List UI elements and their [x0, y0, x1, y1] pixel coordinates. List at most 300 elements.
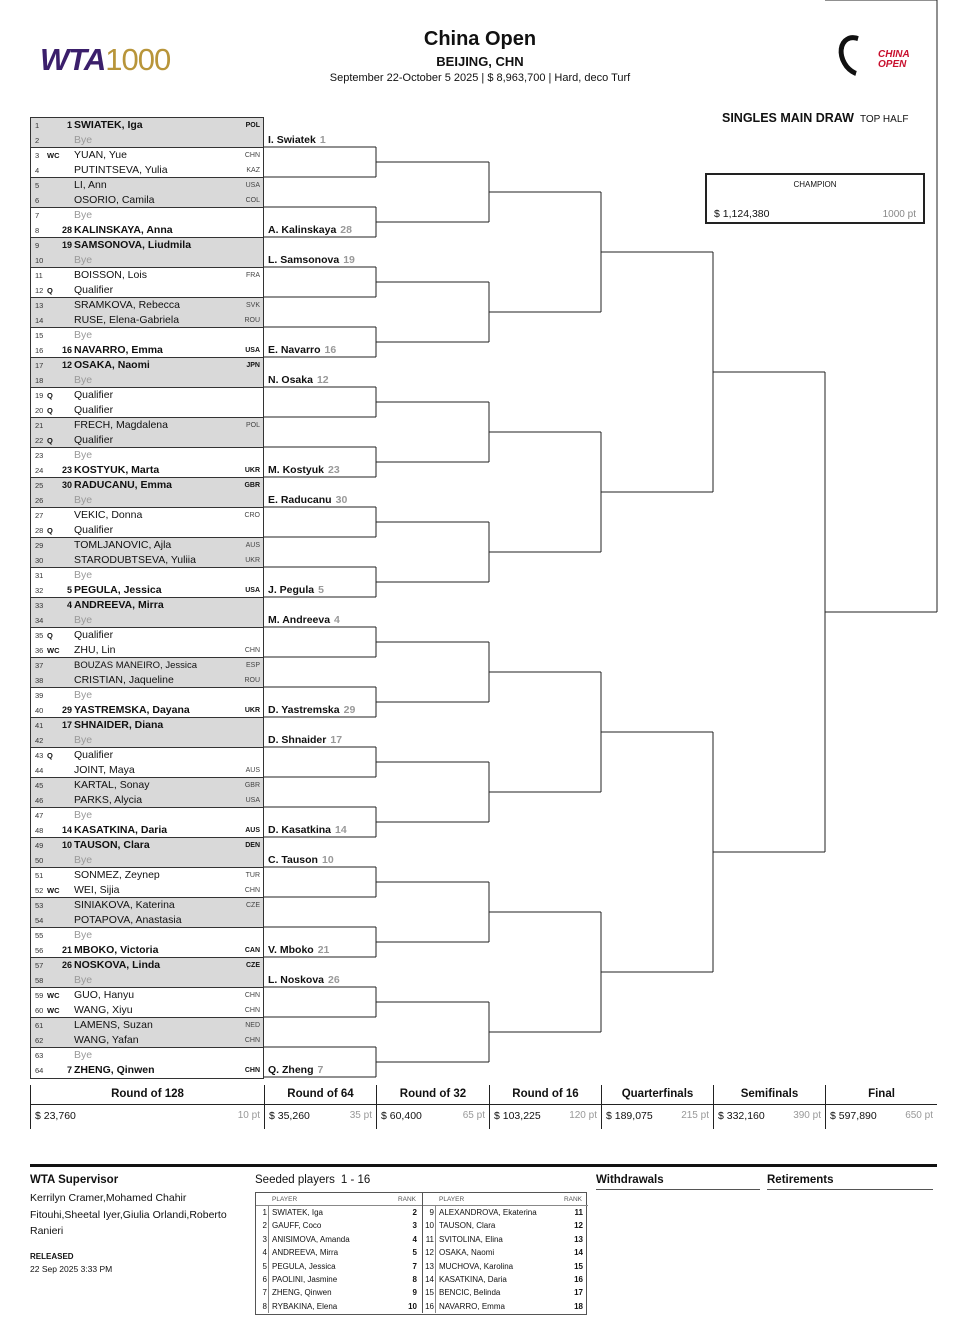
player-name: YASTREMSKA, Dayana [74, 704, 190, 716]
player-name: Bye [74, 974, 93, 986]
player-nationality: AUS [245, 542, 260, 549]
player-seed: 7 [66, 1065, 72, 1075]
seeded-player-rank: 3 [412, 1221, 417, 1231]
round-name: Final [868, 1088, 895, 1100]
seed-number: 7 [262, 1288, 267, 1298]
winner-name: M. Andreeva [268, 614, 331, 626]
player-name: ZHENG, Qinwen [74, 1064, 155, 1076]
seed-number: 12 [425, 1248, 434, 1258]
rounds-prize-table [30, 1085, 938, 1129]
round-of-128-player-list [30, 117, 264, 1079]
draw-position: 62 [35, 1036, 44, 1045]
seeded-row [423, 1273, 588, 1286]
winner-seed: 16 [324, 344, 337, 356]
seed-number: 8 [262, 1301, 267, 1311]
draw-position: 18 [35, 376, 44, 385]
draw-position: 11 [35, 271, 43, 280]
player-nationality: SVK [245, 302, 260, 309]
player-seed: 21 [61, 945, 72, 955]
champion-label: CHAMPION [793, 180, 837, 189]
draw-position: 35 [35, 631, 44, 640]
round-of-64-winner [268, 584, 324, 596]
seeded-player-name: NAVARRO, Emma [439, 1301, 505, 1311]
seed-number: 11 [425, 1234, 434, 1244]
player-row [31, 1048, 263, 1063]
draw-pair [31, 748, 263, 778]
player-row [31, 313, 263, 328]
col-player: PLAYER [272, 1196, 298, 1203]
seeded-player-name: PAOLINI, Jasmine [272, 1274, 338, 1284]
player-row [31, 523, 263, 538]
seeded-player-name: SVITOLINA, Elina [439, 1234, 503, 1244]
round-of-64-winner [268, 974, 340, 986]
draw-position: 15 [35, 331, 44, 340]
draw-position: 49 [35, 841, 44, 850]
round-of-64-winner [268, 854, 334, 866]
player-name: BOISSON, Lois [74, 269, 147, 281]
player-row [31, 1063, 263, 1078]
entry-status: Q [47, 286, 53, 295]
player-row [31, 613, 263, 628]
draw-position: 50 [35, 856, 44, 865]
player-row [31, 373, 263, 388]
draw-position: 45 [35, 781, 44, 790]
draw-pair [31, 1048, 263, 1078]
draw-pair [31, 478, 263, 508]
draw-position: 60 [35, 1006, 44, 1015]
seed-number: 10 [425, 1221, 434, 1231]
draw-pair [31, 868, 263, 898]
draw-position: 41 [35, 721, 44, 730]
winner-seed: 12 [316, 374, 329, 386]
draw-pair [31, 508, 263, 538]
draw-position: 61 [35, 1021, 44, 1030]
seeded-player-name: PEGULA, Jessica [272, 1261, 336, 1271]
seed-separator [435, 1246, 436, 1259]
supervisor-section [30, 1174, 240, 1274]
player-row [31, 283, 263, 298]
draw-pair [31, 298, 263, 328]
entry-status: WC [47, 646, 60, 655]
draw-pair [31, 358, 263, 388]
draw-position: 20 [35, 406, 44, 415]
player-row [31, 583, 263, 598]
round-column [376, 1085, 489, 1129]
player-name: Bye [74, 689, 93, 701]
retirements-line [767, 1189, 933, 1190]
entry-status: WC [47, 1006, 60, 1015]
player-row [31, 178, 263, 193]
seeded-player-rank: 11 [574, 1208, 583, 1217]
seeded-row [423, 1286, 588, 1299]
player-name: OSORIO, Camila [74, 194, 155, 206]
seeded-row [256, 1273, 422, 1286]
seeded-row [256, 1206, 422, 1219]
round-column [30, 1085, 264, 1129]
player-name: YUAN, Yue [74, 149, 127, 161]
player-row [31, 688, 263, 703]
draw-pair [31, 448, 263, 478]
winner-seed: 5 [318, 584, 324, 596]
player-name: Bye [74, 374, 93, 386]
player-row [31, 448, 263, 463]
player-row [31, 973, 263, 988]
round-divider [31, 1104, 264, 1105]
player-name: Bye [74, 809, 93, 821]
bottom-divider [30, 1164, 937, 1167]
player-row [31, 703, 263, 718]
player-name: KASATKINA, Daria [74, 824, 168, 836]
round-points: 120 pt [569, 1110, 597, 1121]
wta-logo-tier: 1000 [105, 42, 171, 77]
seeded-player-name: ZHENG, Qinwen [272, 1288, 332, 1298]
player-nationality: USA [245, 347, 260, 354]
champion-prize: $ 1,124,380 [714, 208, 770, 220]
seed-number: 6 [262, 1274, 267, 1284]
draw-position: 43 [35, 751, 44, 760]
col-rank: RANK [397, 1196, 416, 1203]
tournament-details: September 22-October 5 2025 | $ 8,963,700 | Hard, deco Turf [329, 72, 631, 84]
entry-status: Q [47, 631, 53, 640]
round-of-64-winner [268, 944, 329, 956]
draw-pair [31, 268, 263, 298]
seeded-title [255, 1174, 370, 1186]
player-nationality: CHN [244, 1007, 260, 1014]
col-rank: RANK [563, 1196, 582, 1203]
seeded-player-name: ANDREEVA, Mirra [272, 1248, 339, 1258]
draw-pair [31, 988, 263, 1018]
round-prize: $ 103,225 [494, 1110, 541, 1122]
draw-position: 46 [35, 796, 44, 805]
draw-position: 6 [35, 196, 40, 205]
seed-separator [268, 1260, 269, 1273]
player-name: FRECH, Magdalena [74, 419, 168, 431]
seeded-row [423, 1260, 588, 1273]
round-divider [377, 1104, 489, 1105]
player-name: TAUSON, Clara [74, 839, 150, 851]
draw-title: SINGLES MAIN DRAW [722, 111, 854, 125]
player-nationality: CAN [244, 947, 260, 954]
round-of-64-winner [268, 464, 340, 476]
draw-position: 27 [35, 511, 44, 520]
player-nationality: CHN [244, 1037, 260, 1044]
player-nationality: GBR [244, 482, 260, 489]
seeded-player-name: ALEXANDROVA, Ekaterina [439, 1208, 537, 1217]
seed-separator [435, 1260, 436, 1273]
player-row [31, 568, 263, 583]
player-name: Qualifier [74, 404, 114, 416]
player-row [31, 628, 263, 643]
round-name: Round of 16 [512, 1088, 579, 1100]
draw-pair [31, 718, 263, 748]
player-nationality: CHN [244, 1067, 260, 1074]
draw-pair [31, 688, 263, 718]
player-row [31, 778, 263, 793]
player-name: PARKS, Alycia [74, 794, 143, 806]
draw-position: 10 [35, 256, 44, 265]
player-nationality: CZE [246, 962, 260, 969]
china-open-logo [840, 34, 920, 82]
player-nationality: ESP [245, 662, 260, 669]
player-row [31, 163, 263, 178]
player-row [31, 418, 263, 433]
player-seed: 16 [61, 345, 72, 355]
player-row [31, 793, 263, 808]
draw-position: 63 [35, 1051, 44, 1060]
winner-seed: 4 [334, 614, 340, 626]
player-row [31, 478, 263, 493]
player-name: NAVARRO, Emma [74, 344, 163, 356]
winner-name: L. Noskova [268, 974, 325, 986]
draw-position: 58 [35, 976, 44, 985]
draw-position: 7 [35, 211, 40, 220]
player-seed: 12 [61, 360, 72, 370]
player-row [31, 748, 263, 763]
player-name: BOUZAS MANEIRO, Jessica [74, 660, 197, 671]
winner-seed: 23 [328, 464, 340, 476]
seeded-player-rank: 2 [412, 1208, 417, 1217]
player-nationality: DEN [245, 842, 260, 849]
draw-pair [31, 388, 263, 418]
winner-seed: 30 [335, 494, 348, 506]
player-name: JOINT, Maya [74, 764, 135, 776]
round-of-64-winner [268, 344, 336, 356]
player-name: SRAMKOVA, Rebecca [74, 299, 181, 311]
seeded-player-rank: 8 [412, 1274, 417, 1284]
draw-position: 25 [35, 481, 44, 490]
seeded-row [256, 1286, 422, 1299]
player-name: OSAKA, Naomi [74, 359, 150, 371]
player-row [31, 943, 263, 958]
seeded-player-name: GAUFF, Coco [272, 1221, 322, 1231]
winner-seed: 19 [343, 254, 355, 266]
player-row [31, 208, 263, 223]
player-row [31, 358, 263, 373]
draw-pair [31, 658, 263, 688]
player-seed: 29 [61, 705, 72, 715]
entry-status: Q [47, 391, 53, 400]
seed-number: 15 [425, 1288, 434, 1298]
player-seed: 23 [61, 465, 72, 475]
seeded-player-rank: 18 [574, 1301, 583, 1311]
withdrawals-section [596, 1174, 760, 1190]
retirements-title: Retirements [767, 1174, 834, 1186]
player-row [31, 988, 263, 1003]
draw-position: 2 [35, 136, 40, 145]
player-name: Bye [74, 209, 93, 221]
seeded-row [256, 1246, 422, 1259]
draw-pair [31, 208, 263, 238]
player-row [31, 553, 263, 568]
player-row [31, 658, 263, 673]
player-nationality: CHN [244, 992, 260, 999]
player-nationality: POL [245, 122, 260, 129]
winner-seed: 1 [319, 134, 326, 146]
player-nationality: ROU [244, 317, 260, 324]
round-divider [602, 1104, 713, 1105]
winner-seed: 17 [330, 734, 343, 746]
seeded-table-half [256, 1193, 422, 1313]
round-name: Semifinals [740, 1088, 799, 1100]
winner-name: A. Kalinskaya [268, 224, 337, 236]
seeded-player-name: KASATKINA, Daria [439, 1274, 507, 1284]
seeded-player-rank: 5 [412, 1248, 417, 1258]
player-row [31, 673, 263, 688]
draw-pair [31, 538, 263, 568]
round-prize: $ 189,075 [606, 1110, 653, 1122]
player-row [31, 133, 263, 148]
draw-pair [31, 148, 263, 178]
draw-position: 24 [35, 466, 44, 475]
seeded-player-name: MUCHOVA, Karolina [439, 1261, 514, 1271]
seeded-player-rank: 14 [574, 1248, 583, 1258]
draw-position: 19 [35, 391, 44, 400]
draw-position: 12 [35, 286, 44, 295]
draw-label [722, 111, 909, 125]
draw-pair [31, 238, 263, 268]
draw-pair [31, 598, 263, 628]
entry-status: WC [47, 886, 60, 895]
round-points: 35 pt [349, 1110, 372, 1121]
player-nationality: POL [245, 422, 260, 429]
player-seed: 30 [61, 480, 72, 490]
player-row [31, 298, 263, 313]
draw-position: 53 [35, 901, 44, 910]
seeded-players-table [255, 1192, 587, 1315]
draw-position: 38 [35, 676, 44, 685]
player-row [31, 493, 263, 508]
round-divider [714, 1104, 825, 1105]
player-name: Qualifier [74, 524, 114, 536]
player-nationality: UKR [245, 557, 260, 564]
draw-pair [31, 178, 263, 208]
player-name: TOMLJANOVIC, Ajla [74, 539, 172, 551]
seed-number: 14 [425, 1274, 434, 1284]
seeded-player-name: SWIATEK, Iga [272, 1208, 323, 1217]
player-row [31, 343, 263, 358]
round-of-64-winner [268, 374, 329, 386]
player-row [31, 193, 263, 208]
player-row [31, 823, 263, 838]
draw-position: 44 [35, 766, 44, 775]
player-row [31, 1033, 263, 1048]
seeded-row [256, 1260, 422, 1273]
draw-position: 14 [35, 316, 44, 325]
champion-points: 1000 pt [882, 209, 916, 220]
player-nationality: AUS [245, 827, 260, 834]
player-row [31, 463, 263, 478]
player-seed: 17 [61, 720, 72, 730]
round-name: Round of 64 [287, 1088, 354, 1100]
player-name: Qualifier [74, 284, 114, 296]
draw-position: 36 [35, 646, 44, 655]
tournament-header [0, 28, 960, 84]
player-name: Bye [74, 449, 93, 461]
released-date: 22 Sep 2025 3:33 PM [30, 1263, 113, 1274]
draw-position: 32 [35, 586, 44, 595]
winner-name: Q. Zheng [268, 1064, 314, 1076]
player-row [31, 928, 263, 943]
player-nationality: CHN [244, 887, 260, 894]
player-nationality: USA [245, 587, 260, 594]
winner-seed: 14 [335, 824, 347, 836]
draw-position: 48 [35, 826, 44, 835]
draw-pair [31, 898, 263, 928]
seeded-title-text: Seeded players [255, 1174, 335, 1186]
draw-position: 51 [35, 871, 44, 880]
round-name: Quarterfinals [621, 1088, 694, 1100]
player-row [31, 868, 263, 883]
seeded-row [423, 1300, 588, 1313]
draw-position: 59 [35, 991, 44, 1000]
winner-name: D. Shnaider [268, 734, 327, 746]
player-row [31, 433, 263, 448]
player-row [31, 253, 263, 268]
seeded-player-name: OSAKA, Naomi [439, 1248, 495, 1258]
seed-separator [435, 1286, 436, 1299]
draw-pair [31, 568, 263, 598]
player-row [31, 733, 263, 748]
player-seed: 26 [61, 960, 72, 970]
seed-separator [435, 1206, 436, 1219]
round-prize: $ 35,260 [269, 1110, 310, 1122]
player-row [31, 268, 263, 283]
player-row [31, 538, 263, 553]
player-nationality: AUS [245, 767, 260, 774]
player-name: ZHU, Lin [74, 644, 116, 656]
player-name: SINIAKOVA, Katerina [74, 899, 175, 911]
draw-position: 1 [35, 121, 40, 130]
player-seed: 4 [66, 600, 72, 610]
winner-name: M. Kostyuk [268, 464, 325, 476]
player-nationality: USA [245, 797, 260, 804]
player-row [31, 328, 263, 343]
player-name: Bye [74, 734, 93, 746]
player-row [31, 883, 263, 898]
entry-status: Q [47, 436, 53, 445]
winner-seed: 28 [340, 224, 352, 236]
player-name: KALINSKAYA, Anna [74, 224, 173, 236]
player-name: MBOKO, Victoria [74, 944, 159, 956]
player-name: KARTAL, Sonay [74, 779, 150, 791]
round-prize: $ 23,760 [35, 1110, 76, 1122]
tournament-location: BEIJING, CHN [436, 54, 524, 69]
player-nationality: FRA [246, 272, 260, 279]
round-column [825, 1085, 937, 1129]
player-seed: 14 [61, 825, 72, 835]
player-name: SWIATEK, Iga [74, 119, 143, 131]
player-name: Bye [74, 134, 93, 146]
player-name: Bye [74, 1049, 93, 1061]
player-name: SAMSONOVA, Liudmila [74, 239, 192, 251]
round-column [713, 1085, 825, 1129]
player-name: VEKIC, Donna [74, 509, 143, 521]
player-name: CRISTIAN, Jaqueline [74, 674, 174, 686]
round-prize: $ 332,160 [718, 1110, 765, 1122]
seeded-row [423, 1246, 588, 1259]
player-row [31, 223, 263, 238]
player-row [31, 118, 263, 133]
player-nationality: CHN [244, 647, 260, 654]
seed-separator [268, 1219, 269, 1232]
player-seed: 10 [61, 840, 72, 850]
seed-number: 1 [262, 1208, 267, 1217]
seeded-player-name: TAUSON, Clara [439, 1221, 496, 1231]
player-row [31, 403, 263, 418]
player-name: SHNAIDER, Diana [74, 719, 164, 731]
seed-separator [435, 1300, 436, 1313]
player-name: Bye [74, 569, 93, 581]
